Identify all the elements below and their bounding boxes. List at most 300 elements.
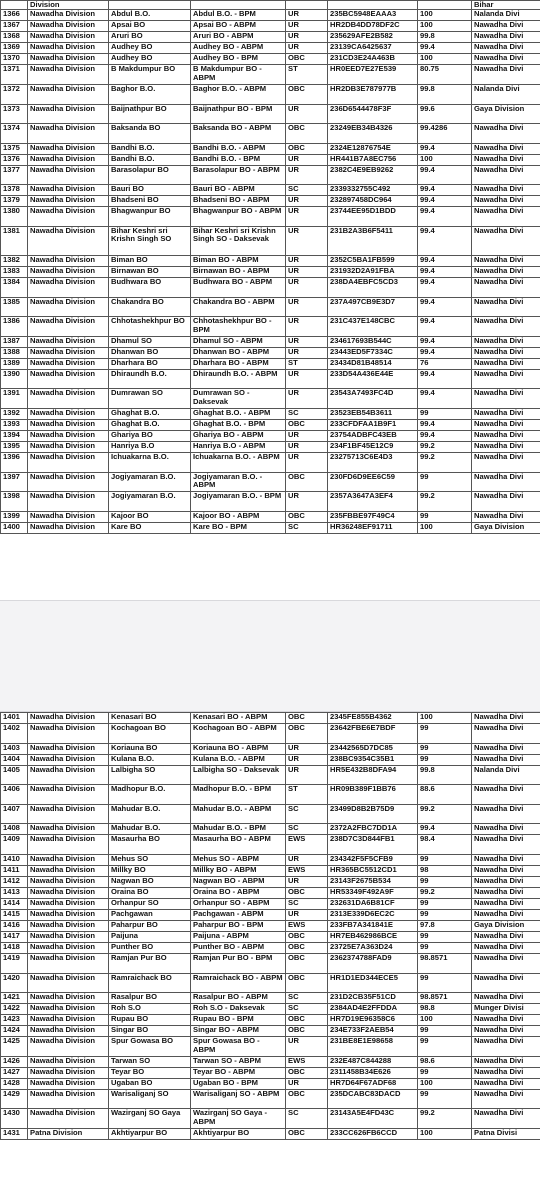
division-cell: Nawadha Division <box>28 887 109 898</box>
office-cell: Chhotashekhpur BO <box>109 317 191 337</box>
office-cell: Rasalpur BO <box>109 993 191 1004</box>
registration-cell: 2382C4E9EB9262 <box>328 165 418 185</box>
category-cell: OBC <box>286 143 328 154</box>
score-cell: 99 <box>418 408 472 419</box>
table-row <box>1 743 540 754</box>
table-row <box>1 865 540 876</box>
category-cell: EWS <box>286 920 328 931</box>
division-cell: Nawadha Division <box>28 255 109 266</box>
division-cell: Nawadha Division <box>28 369 109 389</box>
allotted-division-cell: Patna Divisi <box>472 1128 540 1139</box>
registration-cell: 234617693B544C <box>328 336 418 347</box>
post-cell: Oraina BO - ABPM <box>191 887 286 898</box>
serial-cell: 1389 <box>1 358 28 369</box>
serial-cell: 1428 <box>1 1078 28 1089</box>
category-cell: OBC <box>286 1026 328 1037</box>
post-cell: Dumrawan SO - Daksevak <box>191 389 286 409</box>
score-cell: 99.4 <box>418 430 472 441</box>
table-row <box>1 419 540 430</box>
registration-cell: 23543A7493FC4D <box>328 389 418 409</box>
serial-cell: 1376 <box>1 154 28 165</box>
division-cell: Nawadha Division <box>28 835 109 855</box>
registration-cell: 238DA4EBFC5CD3 <box>328 277 418 297</box>
category-cell: OBC <box>286 1015 328 1026</box>
registration-cell: 23725E7A363D24 <box>328 942 418 953</box>
allotted-division-cell: Nawadha Divi <box>472 143 540 154</box>
division-cell: Nawadha Division <box>28 336 109 347</box>
registration-cell: 238BC9354C35B1 <box>328 754 418 765</box>
post-cell: Baghor B.O. - ABPM <box>191 85 286 105</box>
registration-cell: 232E487C844288 <box>328 1056 418 1067</box>
registration-cell: 2345FE855B4362 <box>328 713 418 724</box>
serial-cell: 1384 <box>1 277 28 297</box>
score-cell: 99 <box>418 973 472 993</box>
category-cell: EWS <box>286 1056 328 1067</box>
results-table-bottom <box>0 712 540 1140</box>
score-cell: 100 <box>418 1015 472 1026</box>
score-cell: 99.2 <box>418 441 472 452</box>
registration-cell: 2352C5BA1FB599 <box>328 255 418 266</box>
serial-cell: 1392 <box>1 408 28 419</box>
registration-cell: HR365BC5512CD1 <box>328 865 418 876</box>
office-cell: Dumrawan SO <box>109 389 191 409</box>
allotted-division-cell: Nawadha Divi <box>472 1067 540 1078</box>
allotted-division-cell: Nalanda Divi <box>472 765 540 785</box>
serial-cell: 1399 <box>1 511 28 522</box>
office-cell: Dhiraundh B.O. <box>109 369 191 389</box>
serial-cell: 1425 <box>1 1037 28 1057</box>
score-cell: 99 <box>418 1067 472 1078</box>
registration-cell: 23754ADBFC43EB <box>328 430 418 441</box>
score-cell: 99.4286 <box>418 124 472 144</box>
header-registration-cell <box>328 1 418 10</box>
registration-cell: HR7EB462986BCE <box>328 931 418 942</box>
serial-cell: 1405 <box>1 765 28 785</box>
category-cell: ST <box>286 785 328 805</box>
table-header-row <box>1 1 540 10</box>
category-cell: UR <box>286 297 328 317</box>
category-cell: SC <box>286 522 328 533</box>
allotted-division-cell: Nawadha Divi <box>472 724 540 744</box>
post-cell: Pachgawan - ABPM <box>191 909 286 920</box>
allotted-division-cell: Nawadha Divi <box>472 743 540 754</box>
division-cell: Nawadha Division <box>28 104 109 124</box>
allotted-division-cell: Nawadha Divi <box>472 865 540 876</box>
office-cell: Ghariya BO <box>109 430 191 441</box>
serial-cell: 1366 <box>1 10 28 21</box>
score-cell: 99.2 <box>418 452 472 472</box>
category-cell: OBC <box>286 713 328 724</box>
registration-cell: 236D6544478F3F <box>328 104 418 124</box>
office-cell: Mahudar B.O. <box>109 804 191 824</box>
table-row <box>1 492 540 512</box>
registration-cell: 233FB7A341841E <box>328 920 418 931</box>
table-row <box>1 10 540 21</box>
serial-cell: 1418 <box>1 942 28 953</box>
registration-cell: 231C437E148CBC <box>328 317 418 337</box>
office-cell: Millky BO <box>109 865 191 876</box>
post-cell: Tarwan SO - ABPM <box>191 1056 286 1067</box>
allotted-division-cell: Nawadha Divi <box>472 297 540 317</box>
post-cell: Dhamul SO - ABPM <box>191 336 286 347</box>
category-cell: OBC <box>286 942 328 953</box>
category-cell: SC <box>286 804 328 824</box>
category-cell: OBC <box>286 124 328 144</box>
serial-cell: 1372 <box>1 85 28 105</box>
registration-cell: 23139CA6425637 <box>328 43 418 54</box>
serial-cell: 1388 <box>1 347 28 358</box>
table-row <box>1 1056 540 1067</box>
office-cell: Ghaghat B.O. <box>109 419 191 430</box>
score-cell: 99.8 <box>418 32 472 43</box>
table-row <box>1 713 540 724</box>
allotted-division-cell: Nawadha Divi <box>472 358 540 369</box>
score-cell: 99 <box>418 511 472 522</box>
allotted-division-cell: Nawadha Divi <box>472 32 540 43</box>
allotted-division-cell: Nawadha Divi <box>472 430 540 441</box>
registration-cell: 23443ED5F7334C <box>328 347 418 358</box>
allotted-division-cell: Gaya Division <box>472 104 540 124</box>
registration-cell: HR36248EF91711 <box>328 522 418 533</box>
category-cell: UR <box>286 21 328 32</box>
allotted-division-cell: Nawadha Divi <box>472 909 540 920</box>
category-cell: OBC <box>286 1128 328 1139</box>
serial-cell: 1421 <box>1 993 28 1004</box>
division-cell: Nawadha Division <box>28 441 109 452</box>
allotted-division-cell: Nawadha Divi <box>472 54 540 65</box>
score-cell: 99.2 <box>418 887 472 898</box>
registration-cell: HR09B389F1BB76 <box>328 785 418 805</box>
post-cell: Ghaghat B.O. - ABPM <box>191 408 286 419</box>
serial-cell: 1415 <box>1 909 28 920</box>
post-cell: Paijuna - ABPM <box>191 931 286 942</box>
serial-cell: 1429 <box>1 1089 28 1109</box>
score-cell: 99 <box>418 898 472 909</box>
category-cell: UR <box>286 347 328 358</box>
score-cell: 99.8 <box>418 765 472 785</box>
score-cell: 99 <box>418 724 472 744</box>
office-cell: Lalbigha SO <box>109 765 191 785</box>
score-cell: 99 <box>418 909 472 920</box>
category-cell: SC <box>286 898 328 909</box>
post-cell: Ghariya BO - ABPM <box>191 430 286 441</box>
division-cell: Nawadha Division <box>28 408 109 419</box>
serial-cell: 1417 <box>1 931 28 942</box>
category-cell: UR <box>286 196 328 207</box>
registration-cell: 23642FBE6E7BDF <box>328 724 418 744</box>
office-cell: Tarwan SO <box>109 1056 191 1067</box>
division-cell: Nawadha Division <box>28 743 109 754</box>
post-cell: Mehus SO - ABPM <box>191 854 286 865</box>
serial-cell: 1411 <box>1 865 28 876</box>
office-cell: Biman BO <box>109 255 191 266</box>
allotted-division-cell: Nawadha Divi <box>472 931 540 942</box>
table-row <box>1 1128 540 1139</box>
office-cell: Roh S.O <box>109 1004 191 1015</box>
serial-cell: 1403 <box>1 743 28 754</box>
table-row <box>1 522 540 533</box>
allotted-division-cell: Nawadha Divi <box>472 347 540 358</box>
serial-cell: 1390 <box>1 369 28 389</box>
post-cell: Dhiraundh B.O. - ABPM <box>191 369 286 389</box>
score-cell: 88.6 <box>418 785 472 805</box>
table-row <box>1 898 540 909</box>
serial-cell: 1400 <box>1 522 28 533</box>
serial-cell: 1391 <box>1 389 28 409</box>
post-cell: Spur Gowasa BO - ABPM <box>191 1037 286 1057</box>
allotted-division-cell: Nawadha Divi <box>472 1037 540 1057</box>
registration-cell: HR0EED7E27E539 <box>328 65 418 85</box>
post-cell: Kenasari BO - ABPM <box>191 713 286 724</box>
post-cell: Jogiyamaran B.O. - BPM <box>191 492 286 512</box>
registration-cell: 2384AD4E2FFDDA <box>328 1004 418 1015</box>
allotted-division-cell: Nawadha Divi <box>472 973 540 993</box>
post-cell: Bandhi B.O. - ABPM <box>191 143 286 154</box>
post-cell: Millky BO - ABPM <box>191 865 286 876</box>
registration-cell: 23275713C6E4D3 <box>328 452 418 472</box>
score-cell: 99.2 <box>418 1109 472 1129</box>
table-row <box>1 804 540 824</box>
serial-cell: 1409 <box>1 835 28 855</box>
table-row <box>1 154 540 165</box>
table-row <box>1 931 540 942</box>
office-cell: Masaurha BO <box>109 835 191 855</box>
allotted-division-cell: Nawadha Divi <box>472 389 540 409</box>
registration-cell: 233D54A436E44E <box>328 369 418 389</box>
category-cell: UR <box>286 369 328 389</box>
division-cell: Nawadha Division <box>28 277 109 297</box>
division-cell: Nawadha Division <box>28 909 109 920</box>
post-cell: Abdul B.O. - BPM <box>191 10 286 21</box>
header-serial-cell <box>1 1 28 10</box>
table-row <box>1 430 540 441</box>
score-cell: 99.6 <box>418 104 472 124</box>
score-cell: 100 <box>418 154 472 165</box>
category-cell: UR <box>286 32 328 43</box>
score-cell: 99.4 <box>418 43 472 54</box>
table-row <box>1 993 540 1004</box>
category-cell: UR <box>286 255 328 266</box>
table-row <box>1 277 540 297</box>
office-cell: Jogiyamaran B.O. <box>109 472 191 492</box>
allotted-division-cell: Nawadha Divi <box>472 65 540 85</box>
allotted-division-cell: Nawadha Divi <box>472 124 540 144</box>
serial-cell: 1420 <box>1 973 28 993</box>
allotted-division-cell: Nawadha Divi <box>472 754 540 765</box>
table-row <box>1 358 540 369</box>
office-cell: Kenasari BO <box>109 713 191 724</box>
table-row <box>1 32 540 43</box>
office-cell: Akhtiyarpur BO <box>109 1128 191 1139</box>
post-cell: Teyar BO - ABPM <box>191 1067 286 1078</box>
table-row <box>1 389 540 409</box>
serial-cell: 1402 <box>1 724 28 744</box>
division-cell: Nawadha Division <box>28 993 109 1004</box>
allotted-division-cell: Nawadha Divi <box>472 898 540 909</box>
serial-cell: 1413 <box>1 887 28 898</box>
division-cell: Nawadha Division <box>28 196 109 207</box>
serial-cell: 1393 <box>1 419 28 430</box>
division-cell: Nawadha Division <box>28 804 109 824</box>
category-cell: OBC <box>286 472 328 492</box>
office-cell: Abdul B.O. <box>109 10 191 21</box>
post-cell: Mahudar B.O. - ABPM <box>191 804 286 824</box>
serial-cell: 1382 <box>1 255 28 266</box>
office-cell: Mahudar B.O. <box>109 824 191 835</box>
table-row <box>1 511 540 522</box>
table-row <box>1 953 540 973</box>
post-cell: Kulana B.O. - ABPM <box>191 754 286 765</box>
office-cell: Audhey BO <box>109 43 191 54</box>
registration-cell: HR2DB3E787977B <box>328 85 418 105</box>
score-cell: 98.8571 <box>418 953 472 973</box>
office-cell: Barasolapur BO <box>109 165 191 185</box>
registration-cell: 231932D2A91FBA <box>328 266 418 277</box>
office-cell: Audhey BO <box>109 54 191 65</box>
category-cell: OBC <box>286 419 328 430</box>
post-cell: Audhey BO - BPM <box>191 54 286 65</box>
table-row <box>1 1109 540 1129</box>
office-cell: B Makdumpur BO <box>109 65 191 85</box>
division-cell: Nawadha Division <box>28 297 109 317</box>
score-cell: 98.8 <box>418 1004 472 1015</box>
allotted-division-cell: Nawadha Divi <box>472 154 540 165</box>
table-row <box>1 317 540 337</box>
table-row <box>1 942 540 953</box>
post-cell: Ramraichack BO - ABPM <box>191 973 286 993</box>
category-cell: UR <box>286 909 328 920</box>
office-cell: Ramraichack BO <box>109 973 191 993</box>
registration-cell: HR1D1ED344ECE5 <box>328 973 418 993</box>
category-cell: OBC <box>286 85 328 105</box>
office-cell: Budhwara BO <box>109 277 191 297</box>
office-cell: Dhamul SO <box>109 336 191 347</box>
office-cell: Pachgawan <box>109 909 191 920</box>
division-cell: Nawadha Division <box>28 472 109 492</box>
office-cell: Ichuakarna B.O. <box>109 452 191 472</box>
post-cell: Chakandra BO - ABPM <box>191 297 286 317</box>
post-cell: Biman BO - ABPM <box>191 255 286 266</box>
table-row <box>1 1015 540 1026</box>
post-cell: Budhwara BO - ABPM <box>191 277 286 297</box>
category-cell: UR <box>286 165 328 185</box>
post-cell: Nagwan BO - ABPM <box>191 876 286 887</box>
allotted-division-cell: Nawadha Divi <box>472 165 540 185</box>
division-cell: Nawadha Division <box>28 10 109 21</box>
registration-cell: 234342F5F5CFB9 <box>328 854 418 865</box>
registration-cell: 2372A2FBC7DD1A <box>328 824 418 835</box>
table-row <box>1 65 540 85</box>
score-cell: 80.75 <box>418 65 472 85</box>
allotted-division-cell: Nawadha Divi <box>472 835 540 855</box>
score-cell: 99.4 <box>418 277 472 297</box>
category-cell: UR <box>286 154 328 165</box>
category-cell: UR <box>286 336 328 347</box>
score-cell: 99.2 <box>418 804 472 824</box>
post-cell: Madhopur B.O. - BPM <box>191 785 286 805</box>
post-cell: Apsai BO - ABPM <box>191 21 286 32</box>
division-cell: Nawadha Division <box>28 1089 109 1109</box>
table-row <box>1 347 540 358</box>
serial-cell: 1375 <box>1 143 28 154</box>
allotted-division-cell: Nawadha Divi <box>472 942 540 953</box>
office-cell: Wazirganj SO Gaya <box>109 1109 191 1129</box>
division-cell: Nawadha Division <box>28 1026 109 1037</box>
division-cell: Nawadha Division <box>28 522 109 533</box>
registration-cell: 23442565D7DC85 <box>328 743 418 754</box>
division-cell: Nawadha Division <box>28 876 109 887</box>
serial-cell: 1407 <box>1 804 28 824</box>
table-row <box>1 185 540 196</box>
score-cell: 98.8571 <box>418 993 472 1004</box>
division-cell: Nawadha Division <box>28 865 109 876</box>
post-cell: Chhotashekhpur BO - BPM <box>191 317 286 337</box>
category-cell: SC <box>286 1004 328 1015</box>
division-cell: Nawadha Division <box>28 165 109 185</box>
post-cell: Punther BO - ABPM <box>191 942 286 953</box>
registration-cell: HR7D19E96358C6 <box>328 1015 418 1026</box>
division-cell: Nawadha Division <box>28 854 109 865</box>
header-category-cell <box>286 1 328 10</box>
serial-cell: 1427 <box>1 1067 28 1078</box>
allotted-division-cell: Nawadha Divi <box>472 1015 540 1026</box>
score-cell: 100 <box>418 54 472 65</box>
table-row <box>1 1026 540 1037</box>
office-cell: Kare BO <box>109 522 191 533</box>
table-row <box>1 124 540 144</box>
serial-cell: 1397 <box>1 472 28 492</box>
post-cell: Dharhara BO - ABPM <box>191 358 286 369</box>
office-cell: Nagwan BO <box>109 876 191 887</box>
category-cell: OBC <box>286 973 328 993</box>
score-cell: 98 <box>418 865 472 876</box>
category-cell: UR <box>286 430 328 441</box>
score-cell: 100 <box>418 10 472 21</box>
post-cell: Ramjan Pur BO - BPM <box>191 953 286 973</box>
office-cell: Ugaban BO <box>109 1078 191 1089</box>
score-cell: 99.4 <box>418 419 472 430</box>
header-post-cell <box>191 1 286 10</box>
allotted-division-cell: Nawadha Divi <box>472 185 540 196</box>
table-row <box>1 104 540 124</box>
category-cell: ST <box>286 65 328 85</box>
allotted-division-cell: Nawadha Divi <box>472 277 540 297</box>
score-cell: 99.4 <box>418 317 472 337</box>
post-cell: Singar BO - ABPM <box>191 1026 286 1037</box>
table-row <box>1 165 540 185</box>
category-cell: ST <box>286 358 328 369</box>
post-cell: Kajoor BO - ABPM <box>191 511 286 522</box>
category-cell: OBC <box>286 511 328 522</box>
division-cell: Nawadha Division <box>28 389 109 409</box>
division-cell: Nawadha Division <box>28 185 109 196</box>
registration-cell: 23499D8B2B75D9 <box>328 804 418 824</box>
office-cell: Bhadseni BO <box>109 196 191 207</box>
category-cell: OBC <box>286 953 328 973</box>
division-cell: Nawadha Division <box>28 419 109 430</box>
division-cell: Nawadha Division <box>28 43 109 54</box>
score-cell: 99.4 <box>418 347 472 358</box>
serial-cell: 1387 <box>1 336 28 347</box>
allotted-division-cell: Nawadha Divi <box>472 953 540 973</box>
division-cell: Nawadha Division <box>28 266 109 277</box>
division-cell: Nawadha Division <box>28 973 109 993</box>
division-cell: Nawadha Division <box>28 1037 109 1057</box>
office-cell: Chakandra BO <box>109 297 191 317</box>
score-cell: 99.4 <box>418 389 472 409</box>
office-cell: Baghor B.O. <box>109 85 191 105</box>
serial-cell: 1412 <box>1 876 28 887</box>
